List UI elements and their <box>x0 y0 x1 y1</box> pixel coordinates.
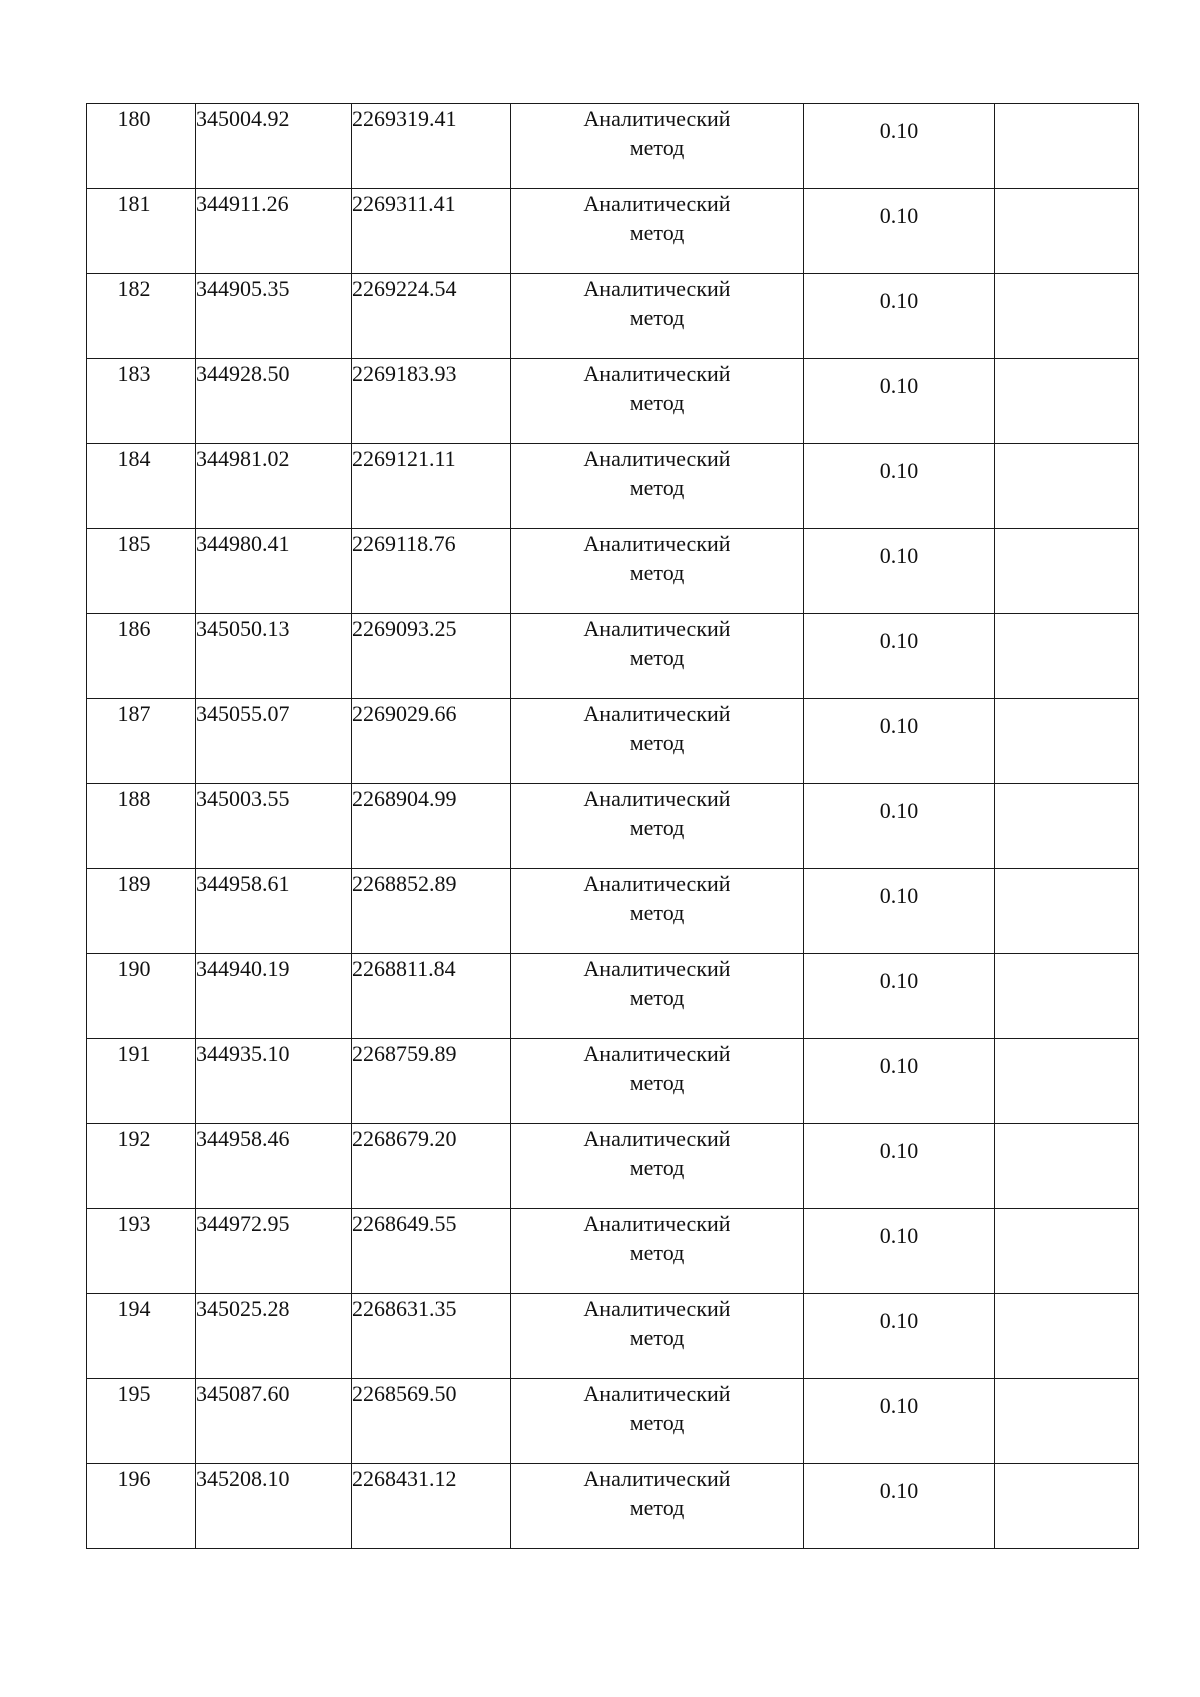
method-line-2: метод <box>629 985 685 1010</box>
table-row <box>87 954 1139 1039</box>
x-coordinate-cell <box>196 614 352 699</box>
table-row <box>87 274 1139 359</box>
point-number-cell <box>87 1294 196 1379</box>
point-number-cell <box>87 189 196 274</box>
empty-cell <box>995 784 1139 869</box>
accuracy-value: 0.10 <box>879 968 919 993</box>
accuracy-value: 0.10 <box>879 713 919 738</box>
point-number: 182 <box>117 276 151 301</box>
y-coordinate: 2269224.54 <box>352 276 457 301</box>
method-line-1: Аналитический <box>583 191 731 216</box>
y-coordinate-cell <box>352 444 511 529</box>
method-line-1: Аналитический <box>583 276 731 301</box>
y-coordinate-cell <box>352 1124 511 1209</box>
x-coordinate: 344911.26 <box>196 191 289 216</box>
point-number: 193 <box>117 1211 151 1236</box>
x-coordinate-cell <box>196 359 352 444</box>
x-coordinate: 345050.13 <box>196 616 290 641</box>
method-cell <box>511 189 804 274</box>
method-cell <box>511 529 804 614</box>
y-coordinate-cell <box>352 1379 511 1464</box>
empty-cell <box>995 954 1139 1039</box>
method-line-2: метод <box>629 815 685 840</box>
x-coordinate: 345055.07 <box>196 701 290 726</box>
accuracy-value: 0.10 <box>879 1138 919 1163</box>
accuracy-value: 0.10 <box>879 458 919 483</box>
empty-cell <box>995 1294 1139 1379</box>
method-line-1: Аналитический <box>583 1126 731 1151</box>
table-row <box>87 784 1139 869</box>
accuracy-value: 0.10 <box>879 1478 919 1503</box>
point-number-cell <box>87 1379 196 1464</box>
method-cell <box>511 444 804 529</box>
y-coordinate: 2269093.25 <box>352 616 457 641</box>
x-coordinate-cell <box>196 444 352 529</box>
point-number-cell <box>87 954 196 1039</box>
method-line-1: Аналитический <box>583 1211 731 1236</box>
method-cell <box>511 614 804 699</box>
accuracy-value: 0.10 <box>879 203 919 228</box>
accuracy-cell <box>804 869 995 954</box>
x-coordinate: 344981.02 <box>196 446 290 471</box>
x-coordinate: 344935.10 <box>196 1041 290 1066</box>
point-number-cell <box>87 1124 196 1209</box>
x-coordinate-cell <box>196 1294 352 1379</box>
point-number-cell <box>87 869 196 954</box>
accuracy-value: 0.10 <box>879 288 919 313</box>
method-line-1: Аналитический <box>583 531 731 556</box>
accuracy-value: 0.10 <box>879 1308 919 1333</box>
method-cell <box>511 1209 804 1294</box>
method-cell <box>511 1039 804 1124</box>
accuracy-value: 0.10 <box>879 373 919 398</box>
table-row <box>87 529 1139 614</box>
x-coordinate-cell <box>196 104 352 189</box>
empty-cell <box>995 1209 1139 1294</box>
y-coordinate: 2268679.20 <box>352 1126 457 1151</box>
accuracy-cell <box>804 189 995 274</box>
method-line-1: Аналитический <box>583 1041 731 1066</box>
x-coordinate: 345003.55 <box>196 786 290 811</box>
empty-cell <box>995 1124 1139 1209</box>
point-number: 194 <box>117 1296 151 1321</box>
point-number-cell <box>87 359 196 444</box>
table-row <box>87 1379 1139 1464</box>
point-number: 187 <box>117 701 151 726</box>
y-coordinate-cell <box>352 699 511 784</box>
table-row <box>87 1294 1139 1379</box>
method-line-2: метод <box>629 900 685 925</box>
x-coordinate: 344972.95 <box>196 1211 290 1236</box>
x-coordinate-cell <box>196 954 352 1039</box>
method-cell <box>511 1464 804 1549</box>
accuracy-cell <box>804 444 995 529</box>
empty-cell <box>995 274 1139 359</box>
point-number: 188 <box>117 786 151 811</box>
point-number: 191 <box>117 1041 151 1066</box>
point-number-cell <box>87 104 196 189</box>
y-coordinate: 2269121.11 <box>352 446 456 471</box>
method-line-2: метод <box>629 1070 685 1095</box>
method-cell <box>511 359 804 444</box>
x-coordinate-cell <box>196 1124 352 1209</box>
x-coordinate-cell <box>196 1464 352 1549</box>
accuracy-value: 0.10 <box>879 1223 919 1248</box>
y-coordinate: 2268811.84 <box>352 956 456 981</box>
method-line-1: Аналитический <box>583 1466 731 1491</box>
method-line-1: Аналитический <box>583 871 731 896</box>
accuracy-value: 0.10 <box>879 798 919 823</box>
point-number: 192 <box>117 1126 151 1151</box>
table-row <box>87 699 1139 784</box>
method-cell <box>511 699 804 784</box>
coordinates-table <box>86 103 1139 1549</box>
point-number: 190 <box>117 956 151 981</box>
accuracy-cell <box>804 1294 995 1379</box>
method-cell <box>511 954 804 1039</box>
method-cell <box>511 104 804 189</box>
x-coordinate: 345087.60 <box>196 1381 290 1406</box>
y-coordinate: 2268759.89 <box>352 1041 457 1066</box>
y-coordinate-cell <box>352 784 511 869</box>
accuracy-value: 0.10 <box>879 883 919 908</box>
table-row <box>87 1124 1139 1209</box>
point-number: 183 <box>117 361 151 386</box>
method-line-2: метод <box>629 390 685 415</box>
y-coordinate: 2268431.12 <box>352 1466 457 1491</box>
accuracy-cell <box>804 784 995 869</box>
empty-cell <box>995 1039 1139 1124</box>
y-coordinate-cell <box>352 1294 511 1379</box>
x-coordinate: 344905.35 <box>196 276 290 301</box>
point-number: 195 <box>117 1381 151 1406</box>
method-line-1: Аналитический <box>583 106 731 131</box>
method-cell <box>511 1379 804 1464</box>
accuracy-value: 0.10 <box>879 1053 919 1078</box>
accuracy-cell <box>804 1464 995 1549</box>
y-coordinate: 2268852.89 <box>352 871 457 896</box>
x-coordinate-cell <box>196 189 352 274</box>
y-coordinate-cell <box>352 1464 511 1549</box>
point-number: 196 <box>117 1466 151 1491</box>
point-number: 181 <box>117 191 151 216</box>
method-line-2: метод <box>629 220 685 245</box>
point-number-cell <box>87 614 196 699</box>
table-row <box>87 869 1139 954</box>
point-number-cell <box>87 699 196 784</box>
x-coordinate-cell <box>196 784 352 869</box>
x-coordinate: 344958.61 <box>196 871 290 896</box>
x-coordinate: 345025.28 <box>196 1296 290 1321</box>
x-coordinate-cell <box>196 869 352 954</box>
table-row <box>87 104 1139 189</box>
method-line-1: Аналитический <box>583 956 731 981</box>
y-coordinate: 2269183.93 <box>352 361 457 386</box>
table-row <box>87 1039 1139 1124</box>
accuracy-value: 0.10 <box>879 628 919 653</box>
x-coordinate: 344958.46 <box>196 1126 290 1151</box>
empty-cell <box>995 1379 1139 1464</box>
method-line-2: метод <box>629 1155 685 1180</box>
method-line-2: метод <box>629 1325 685 1350</box>
method-line-2: метод <box>629 645 685 670</box>
accuracy-cell <box>804 1124 995 1209</box>
method-line-2: метод <box>629 730 685 755</box>
empty-cell <box>995 529 1139 614</box>
method-cell <box>511 869 804 954</box>
empty-cell <box>995 1464 1139 1549</box>
x-coordinate: 345208.10 <box>196 1466 290 1491</box>
table-row <box>87 1209 1139 1294</box>
empty-cell <box>995 444 1139 529</box>
point-number-cell <box>87 444 196 529</box>
point-number-cell <box>87 1464 196 1549</box>
y-coordinate-cell <box>352 954 511 1039</box>
y-coordinate: 2269319.41 <box>352 106 457 131</box>
method-line-1: Аналитический <box>583 446 731 471</box>
method-line-2: метод <box>629 1240 685 1265</box>
y-coordinate-cell <box>352 529 511 614</box>
point-number-cell <box>87 529 196 614</box>
method-line-1: Аналитический <box>583 701 731 726</box>
x-coordinate-cell <box>196 1209 352 1294</box>
accuracy-value: 0.10 <box>879 1393 919 1418</box>
y-coordinate: 2268569.50 <box>352 1381 457 1406</box>
method-line-1: Аналитический <box>583 786 731 811</box>
point-number-cell <box>87 1039 196 1124</box>
coordinates-table-body <box>87 104 1139 1549</box>
point-number-cell <box>87 274 196 359</box>
method-line-1: Аналитический <box>583 1381 731 1406</box>
method-line-1: Аналитический <box>583 1296 731 1321</box>
y-coordinate: 2269311.41 <box>352 191 456 216</box>
y-coordinate: 2269118.76 <box>352 531 456 556</box>
y-coordinate: 2269029.66 <box>352 701 457 726</box>
table-row <box>87 189 1139 274</box>
accuracy-cell <box>804 274 995 359</box>
accuracy-cell <box>804 529 995 614</box>
x-coordinate-cell <box>196 1379 352 1464</box>
y-coordinate-cell <box>352 1209 511 1294</box>
y-coordinate-cell <box>352 104 511 189</box>
table-row <box>87 1464 1139 1549</box>
method-cell <box>511 1294 804 1379</box>
empty-cell <box>995 699 1139 784</box>
y-coordinate-cell <box>352 274 511 359</box>
empty-cell <box>995 359 1139 444</box>
method-cell <box>511 274 804 359</box>
y-coordinate: 2268631.35 <box>352 1296 457 1321</box>
accuracy-cell <box>804 359 995 444</box>
method-line-2: метод <box>629 1410 685 1435</box>
accuracy-cell <box>804 699 995 784</box>
empty-cell <box>995 189 1139 274</box>
table-row <box>87 359 1139 444</box>
accuracy-cell <box>804 614 995 699</box>
x-coordinate-cell <box>196 1039 352 1124</box>
accuracy-value: 0.10 <box>879 543 919 568</box>
method-line-2: метод <box>629 475 685 500</box>
y-coordinate: 2268649.55 <box>352 1211 457 1236</box>
accuracy-cell <box>804 1209 995 1294</box>
method-line-2: метод <box>629 305 685 330</box>
method-line-1: Аналитический <box>583 361 731 386</box>
x-coordinate: 344940.19 <box>196 956 290 981</box>
y-coordinate-cell <box>352 869 511 954</box>
point-number-cell <box>87 784 196 869</box>
empty-cell <box>995 104 1139 189</box>
point-number-cell <box>87 1209 196 1294</box>
x-coordinate: 344928.50 <box>196 361 290 386</box>
point-number: 189 <box>117 871 151 896</box>
point-number: 185 <box>117 531 151 556</box>
accuracy-cell <box>804 104 995 189</box>
method-line-1: Аналитический <box>583 616 731 641</box>
x-coordinate-cell <box>196 274 352 359</box>
accuracy-cell <box>804 954 995 1039</box>
y-coordinate-cell <box>352 359 511 444</box>
y-coordinate-cell <box>352 1039 511 1124</box>
table-row <box>87 444 1139 529</box>
method-line-2: метод <box>629 135 685 160</box>
accuracy-value: 0.10 <box>879 118 919 143</box>
point-number: 184 <box>117 446 151 471</box>
y-coordinate: 2268904.99 <box>352 786 457 811</box>
point-number: 186 <box>117 616 151 641</box>
table-row <box>87 614 1139 699</box>
method-line-2: метод <box>629 560 685 585</box>
empty-cell <box>995 614 1139 699</box>
method-cell <box>511 1124 804 1209</box>
x-coordinate: 345004.92 <box>196 106 290 131</box>
method-cell <box>511 784 804 869</box>
accuracy-cell <box>804 1379 995 1464</box>
accuracy-cell <box>804 1039 995 1124</box>
x-coordinate: 344980.41 <box>196 531 290 556</box>
empty-cell <box>995 869 1139 954</box>
point-number: 180 <box>117 106 151 131</box>
method-line-2: метод <box>629 1495 685 1520</box>
x-coordinate-cell <box>196 529 352 614</box>
y-coordinate-cell <box>352 189 511 274</box>
y-coordinate-cell <box>352 614 511 699</box>
x-coordinate-cell <box>196 699 352 784</box>
